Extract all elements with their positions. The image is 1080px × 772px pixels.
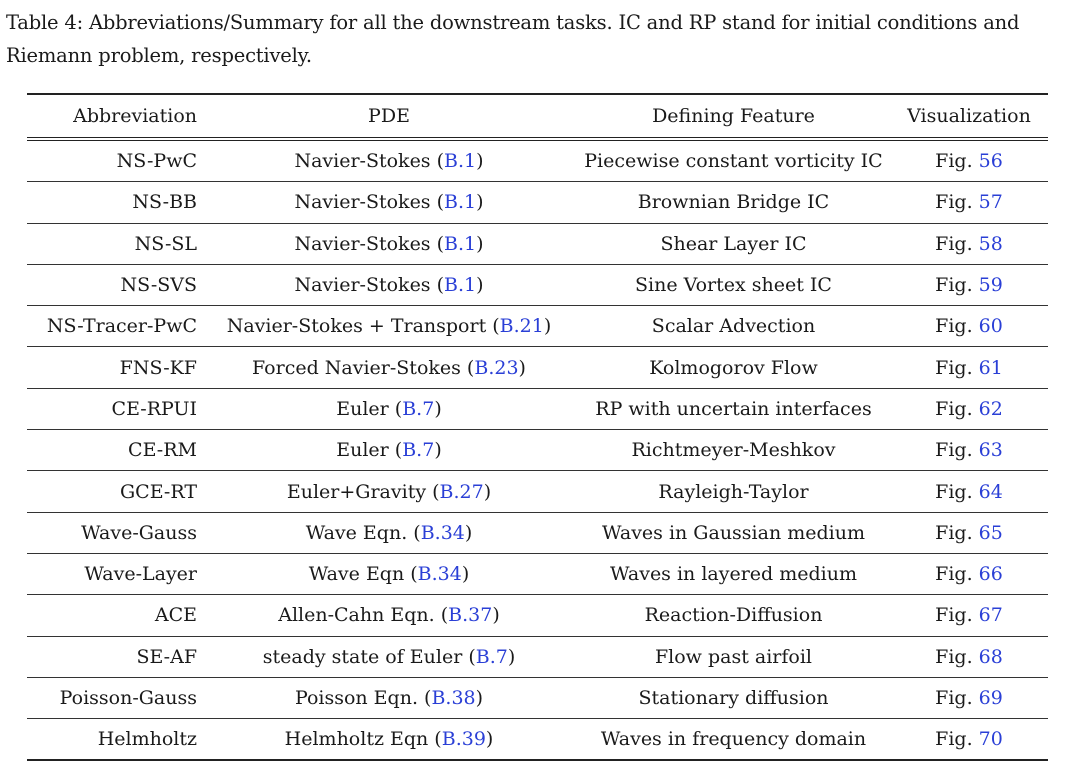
equation-reference-link[interactable]: B.21 (499, 315, 544, 338)
header-abbreviation: Abbreviation (27, 94, 201, 139)
downstream-tasks-table (27, 93, 1048, 761)
pde-close-paren: ) (461, 563, 470, 586)
figure-reference-link[interactable]: 59 (978, 274, 1003, 297)
visualization-cell (890, 719, 1048, 761)
defining-feature-cell: Sine Vortex sheet IC (577, 264, 890, 305)
pde-close-paren: ) (476, 191, 484, 214)
pde-cell (201, 430, 577, 471)
equation-reference-link[interactable]: B.1 (444, 191, 477, 214)
figure-reference-link[interactable]: 68 (978, 645, 1003, 668)
fig-label: Fig. (935, 397, 979, 420)
pde-cell (201, 636, 577, 677)
pde-text: Navier-Stokes + Transport ( (226, 315, 500, 338)
visualization-cell (890, 512, 1048, 553)
visualization-cell (890, 264, 1048, 305)
pde-close-paren: ) (543, 315, 552, 338)
pde-text: Navier-Stokes ( (294, 191, 445, 214)
visualization-cell (890, 471, 1048, 512)
table-row (27, 595, 1048, 636)
fig-label: Fig. (935, 356, 979, 379)
equation-reference-link[interactable]: B.27 (439, 480, 484, 503)
table-row (27, 388, 1048, 429)
pde-close-paren: ) (485, 728, 494, 751)
table-row (27, 553, 1048, 594)
defining-feature-cell: Flow past airfoil (577, 636, 890, 677)
table-row (27, 139, 1048, 182)
pde-cell (201, 553, 577, 594)
figure-reference-link[interactable]: 70 (978, 728, 1003, 751)
figure-reference-link[interactable]: 66 (978, 563, 1003, 586)
table-row (27, 677, 1048, 718)
pde-cell (201, 512, 577, 553)
pde-text: Navier-Stokes ( (294, 150, 445, 173)
equation-reference-link[interactable]: B.1 (444, 274, 477, 297)
fig-label: Fig. (935, 232, 979, 255)
pde-close-paren: ) (507, 645, 516, 668)
pde-close-paren: ) (476, 232, 484, 255)
figure-reference-link[interactable]: 63 (978, 439, 1003, 462)
fig-label: Fig. (935, 315, 979, 338)
fig-label: Fig. (935, 274, 979, 297)
table-header (27, 94, 1048, 139)
visualization-cell (890, 636, 1048, 677)
table-row (27, 306, 1048, 347)
figure-reference-link[interactable]: 60 (978, 315, 1003, 338)
equation-reference-link[interactable]: B.39 (441, 728, 486, 751)
header-row (27, 94, 1048, 139)
visualization-cell (890, 553, 1048, 594)
abbreviation-cell: FNS-KF (27, 347, 201, 388)
defining-feature-cell: Piecewise constant vorticity IC (577, 139, 890, 182)
table-body (27, 139, 1048, 760)
defining-feature-cell: Kolmogorov Flow (577, 347, 890, 388)
table-row (27, 512, 1048, 553)
pde-close-paren: ) (476, 274, 484, 297)
pde-cell (201, 139, 577, 182)
abbreviation-cell: NS-Tracer-PwC (27, 306, 201, 347)
pde-text: Poisson Eqn. ( (294, 687, 432, 709)
fig-label: Fig. (935, 191, 979, 214)
table-caption: Table 4: Abbreviations/Summary for all the downstream tasks. IC and RP stand for initial conditions and Riemann problem, respectively. (6, 11, 1020, 67)
equation-reference-link[interactable]: B.7 (475, 645, 508, 668)
figure-reference-link[interactable]: 56 (978, 150, 1003, 173)
pde-cell (201, 264, 577, 305)
defining-feature-cell: Brownian Bridge IC (577, 182, 890, 223)
header-defining-feature: Defining Feature (577, 94, 890, 139)
pde-cell (201, 677, 577, 718)
defining-feature-cell: Waves in frequency domain (577, 719, 890, 761)
table-row (27, 719, 1048, 761)
figure-reference-link[interactable]: 64 (978, 480, 1003, 503)
table-row (27, 223, 1048, 264)
visualization-cell (890, 347, 1048, 388)
figure-reference-link[interactable]: 65 (978, 521, 1003, 544)
pde-close-paren: ) (434, 439, 442, 462)
pde-text: Helmholtz Eqn ( (284, 728, 442, 751)
visualization-cell (890, 677, 1048, 718)
abbreviation-cell: Helmholtz (27, 719, 201, 761)
pde-close-paren: ) (475, 687, 484, 709)
visualization-cell (890, 182, 1048, 223)
pde-close-paren: ) (518, 356, 526, 379)
pde-text: Euler+Gravity ( (286, 480, 440, 503)
fig-label: Fig. (935, 728, 979, 751)
abbreviation-cell: Wave-Layer (27, 553, 201, 594)
table-row (27, 347, 1048, 388)
table-row (27, 430, 1048, 471)
pde-text: Navier-Stokes ( (294, 232, 445, 255)
equation-reference-link[interactable]: B.7 (402, 439, 435, 462)
fig-label: Fig. (935, 150, 979, 173)
pde-cell (201, 471, 577, 512)
pde-close-paren: ) (483, 480, 492, 503)
equation-reference-link[interactable]: B.37 (448, 604, 493, 627)
table-row (27, 471, 1048, 512)
fig-label: Fig. (935, 563, 979, 586)
defining-feature-cell: Stationary diffusion (577, 677, 890, 718)
abbreviation-cell: NS-SVS (27, 264, 201, 305)
fig-label: Fig. (935, 521, 979, 544)
defining-feature-cell: Scalar Advection (577, 306, 890, 347)
table-row (27, 636, 1048, 677)
figure-reference-link[interactable]: 67 (978, 604, 1003, 627)
figure-reference-link[interactable]: 61 (978, 356, 1003, 379)
abbreviation-cell: NS-BB (27, 182, 201, 223)
figure-reference-link[interactable]: 62 (978, 397, 1003, 420)
abbreviation-cell: SE-AF (27, 636, 201, 677)
fig-label: Fig. (935, 645, 979, 668)
visualization-cell (890, 223, 1048, 264)
pde-text: Allen-Cahn Eqn. ( (278, 604, 449, 627)
defining-feature-cell: Waves in Gaussian medium (577, 512, 890, 553)
visualization-cell (890, 139, 1048, 182)
pde-text: steady state of Euler ( (262, 645, 476, 668)
defining-feature-cell: Shear Layer IC (577, 223, 890, 264)
visualization-cell (890, 430, 1048, 471)
pde-cell (201, 719, 577, 761)
defining-feature-cell: Rayleigh-Taylor (577, 471, 890, 512)
abbreviation-cell: Poisson-Gauss (27, 677, 201, 718)
pde-close-paren: ) (476, 150, 484, 173)
figure-reference-link[interactable]: 69 (978, 687, 1003, 709)
equation-reference-link[interactable]: B.34 (420, 521, 465, 544)
equation-reference-link[interactable]: B.1 (444, 150, 477, 173)
abbreviation-cell: GCE-RT (27, 471, 201, 512)
table-row (27, 264, 1048, 305)
pde-cell (201, 223, 577, 264)
fig-label: Fig. (935, 480, 979, 503)
pde-text: Euler ( (336, 397, 403, 420)
summary-table-container (27, 93, 1048, 761)
header-pde: PDE (201, 94, 577, 139)
defining-feature-cell: Richtmeyer-Meshkov (577, 430, 890, 471)
fig-label: Fig. (935, 604, 979, 627)
abbreviation-cell: NS-SL (27, 223, 201, 264)
pde-cell (201, 306, 577, 347)
defining-feature-cell: Waves in layered medium (577, 553, 890, 594)
pde-text: Wave Eqn ( (308, 563, 418, 586)
fig-label: Fig. (935, 687, 979, 709)
pde-text: Navier-Stokes ( (294, 274, 445, 297)
pde-cell (201, 347, 577, 388)
pde-cell (201, 182, 577, 223)
equation-reference-link[interactable]: B.34 (417, 563, 462, 586)
pde-cell (201, 595, 577, 636)
abbreviation-cell: CE-RM (27, 430, 201, 471)
equation-reference-link[interactable]: B.23 (474, 356, 519, 379)
abbreviation-cell: ACE (27, 595, 201, 636)
pde-cell (201, 388, 577, 429)
pde-text: Euler ( (336, 439, 403, 462)
table-row (27, 182, 1048, 223)
defining-feature-cell: RP with uncertain interfaces (577, 388, 890, 429)
figure-reference-link[interactable]: 57 (978, 191, 1003, 214)
visualization-cell (890, 388, 1048, 429)
pde-close-paren: ) (464, 521, 473, 544)
abbreviation-cell: CE-RPUI (27, 388, 201, 429)
visualization-cell (890, 595, 1048, 636)
pde-close-paren: ) (492, 604, 500, 627)
equation-reference-link[interactable]: B.7 (402, 397, 435, 420)
visualization-cell (890, 306, 1048, 347)
header-visualization: Visualization (890, 94, 1048, 139)
abbreviation-cell: Wave-Gauss (27, 512, 201, 553)
figure-reference-link[interactable]: 58 (978, 232, 1003, 255)
equation-reference-link[interactable]: B.38 (431, 687, 476, 709)
pde-close-paren: ) (434, 397, 442, 420)
defining-feature-cell: Reaction-Diffusion (577, 595, 890, 636)
fig-label: Fig. (935, 439, 979, 462)
pde-text: Forced Navier-Stokes ( (252, 356, 475, 379)
equation-reference-link[interactable]: B.1 (444, 232, 477, 255)
abbreviation-cell: NS-PwC (27, 139, 201, 182)
pde-text: Wave Eqn. ( (305, 521, 421, 544)
